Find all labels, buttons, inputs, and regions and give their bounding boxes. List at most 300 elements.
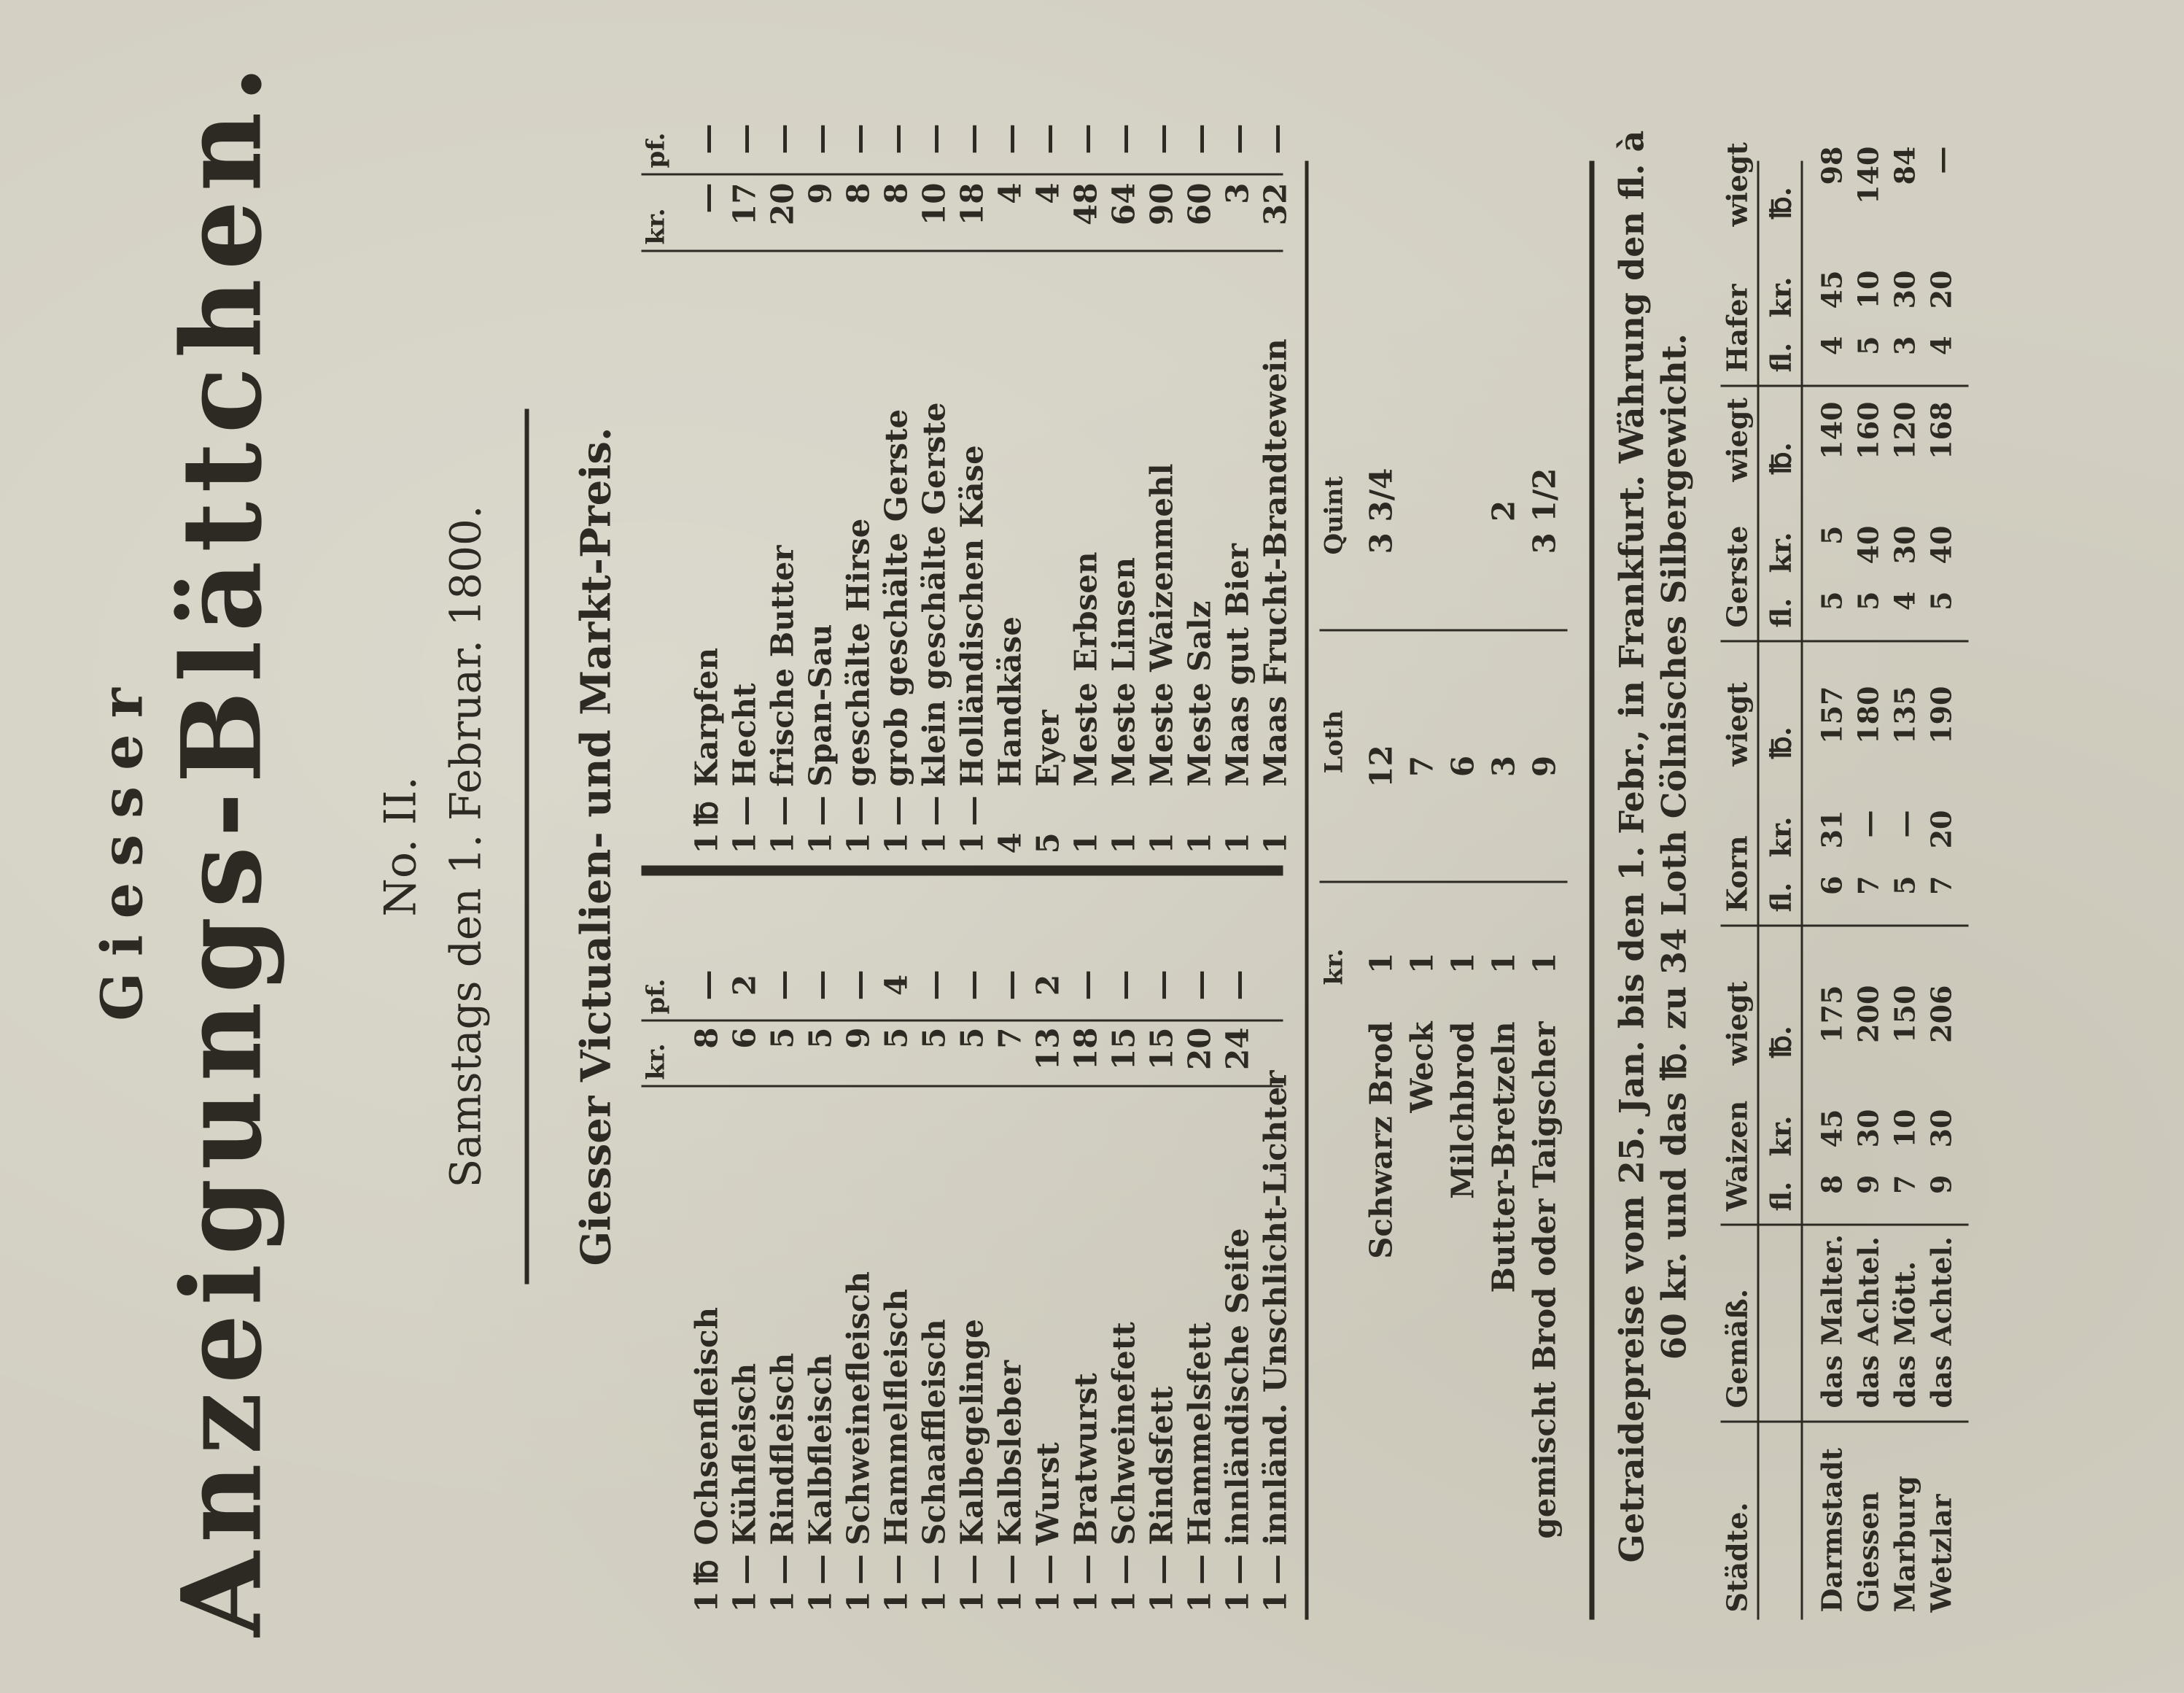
row-item: innländ. Unschlicht-Lichter bbox=[1257, 1070, 1294, 1546]
grain-fl: 9 bbox=[1851, 1174, 1885, 1194]
grain-header-rule bbox=[1757, 161, 1760, 1620]
grain-lb: 168 bbox=[1924, 401, 1958, 460]
grain-kr: 45 bbox=[1815, 1109, 1849, 1148]
subheader-lb: ℔. bbox=[1764, 442, 1798, 475]
bread-kr: 1 bbox=[1404, 952, 1440, 975]
header-waizen: Waizen bbox=[1720, 1100, 1754, 1212]
grain-kr: — bbox=[1888, 810, 1921, 838]
row-unit: ℔ bbox=[688, 1560, 725, 1585]
grain-kr: 40 bbox=[1924, 525, 1958, 565]
bread-kr: 1 bbox=[1363, 952, 1399, 975]
row-kr: 9 bbox=[840, 1027, 877, 1049]
row-qty: 1 bbox=[764, 832, 801, 854]
bread-bottom-rule bbox=[1590, 161, 1595, 1620]
grain-fl: 4 bbox=[1815, 336, 1849, 355]
row-qty: 4 bbox=[992, 832, 1028, 854]
header-staedte: Städte. bbox=[1720, 1502, 1754, 1613]
grain-lb: 84 bbox=[1888, 146, 1921, 185]
subheader-fl: fl. bbox=[1764, 1181, 1798, 1212]
row-pf: — bbox=[1030, 123, 1066, 155]
left-pf-header: pf. bbox=[641, 978, 671, 1015]
row-qty: 1 bbox=[1105, 832, 1142, 854]
row-item: Meste Salz bbox=[1181, 600, 1218, 787]
row-kr: 5 bbox=[954, 1027, 990, 1049]
row-pf: — bbox=[840, 123, 877, 155]
victual-row-left bbox=[955, 883, 993, 1613]
left-kr-header: kr. bbox=[641, 1043, 671, 1080]
row-unit: — bbox=[802, 795, 839, 826]
victual-row-left bbox=[1258, 883, 1297, 1613]
row-kr: 15 bbox=[1105, 1027, 1142, 1070]
grain-lb: 135 bbox=[1888, 686, 1921, 744]
row-pf: — bbox=[954, 969, 990, 1001]
row-pf: — bbox=[688, 123, 725, 155]
bread-kr-header: kr. bbox=[1319, 948, 1349, 985]
row-pf: — bbox=[1257, 123, 1294, 155]
grain-kr: 30 bbox=[1851, 1109, 1885, 1148]
row-qty: 1 bbox=[688, 832, 725, 854]
row-item: Meste Linsen bbox=[1105, 557, 1142, 787]
grain-kr: 20 bbox=[1924, 810, 1958, 849]
row-item: Kalbsleber bbox=[992, 1360, 1028, 1546]
row-kr: 15 bbox=[1143, 1027, 1180, 1070]
victual-row-right bbox=[1030, 88, 1069, 854]
row-qty: 1 bbox=[726, 832, 763, 854]
victual-row-left bbox=[1106, 883, 1145, 1613]
victuals-heading: Giesser Victualien- und Markt-Preis. bbox=[572, 427, 621, 1266]
grain-kr: 30 bbox=[1888, 525, 1921, 565]
row-qty: 1 bbox=[802, 1591, 839, 1613]
grain-lb: 175 bbox=[1815, 985, 1849, 1043]
row-qty: 1 bbox=[1257, 1591, 1294, 1613]
grain-lb: — bbox=[1924, 146, 1958, 174]
grain-measure: das Achtel. bbox=[1924, 1236, 1958, 1409]
row-item: Span-Sau bbox=[802, 624, 839, 787]
row-pf: — bbox=[1105, 969, 1142, 1001]
victual-row-left bbox=[879, 883, 917, 1613]
row-kr: 32 bbox=[1257, 182, 1294, 225]
row-pf: — bbox=[1143, 123, 1180, 155]
row-qty: 1 bbox=[878, 1591, 914, 1613]
subheader-kr: kr. bbox=[1764, 1115, 1798, 1157]
row-item: klein geschälte Gerste bbox=[916, 402, 952, 787]
grain-kr: 40 bbox=[1851, 525, 1885, 565]
row-unit: — bbox=[1105, 1554, 1142, 1585]
bread-loth-header: Loth bbox=[1319, 710, 1349, 774]
bread-item: gemischt Brod oder Taigscher bbox=[1526, 1021, 1563, 1539]
grain-fl: 5 bbox=[1815, 591, 1849, 611]
bread-row bbox=[1404, 307, 1445, 1547]
victual-row-right bbox=[917, 88, 955, 854]
row-pf: — bbox=[1181, 969, 1218, 1001]
grain-lb: 200 bbox=[1851, 985, 1885, 1043]
row-kr: 24 bbox=[1219, 1027, 1256, 1070]
row-unit: — bbox=[878, 795, 914, 826]
row-pf: — bbox=[764, 123, 801, 155]
bread-row bbox=[1445, 307, 1486, 1547]
row-pf: — bbox=[1181, 123, 1218, 155]
row-unit: — bbox=[1030, 1554, 1066, 1585]
bread-row bbox=[1527, 307, 1568, 1547]
row-pf: 2 bbox=[1030, 974, 1066, 996]
grain-fl: 4 bbox=[1924, 336, 1958, 355]
bread-row bbox=[1364, 307, 1404, 1547]
grain-fl: 9 bbox=[1924, 1174, 1958, 1194]
row-item: Maas gut Bier bbox=[1219, 543, 1256, 787]
grain-lb: 120 bbox=[1888, 401, 1921, 460]
row-kr: 18 bbox=[1068, 1027, 1104, 1070]
row-unit: — bbox=[1219, 1554, 1256, 1585]
grain-lb: 98 bbox=[1815, 146, 1849, 185]
row-qty: 1 bbox=[1068, 1591, 1104, 1613]
row-item: geschälte Hirse bbox=[840, 518, 877, 787]
header-korn: Korn bbox=[1720, 835, 1754, 913]
victual-row-left bbox=[1220, 883, 1259, 1613]
subheader-fl: fl. bbox=[1764, 597, 1798, 628]
row-item: Kühfleisch bbox=[726, 1363, 763, 1546]
row-qty: 1 bbox=[916, 832, 952, 854]
row-qty: 1 bbox=[688, 1591, 725, 1613]
grain-measure: das Achtel. bbox=[1851, 1236, 1885, 1409]
grain-kr: 31 bbox=[1815, 810, 1849, 849]
grain-lb: 140 bbox=[1851, 146, 1885, 204]
row-item: Rindsfett bbox=[1143, 1386, 1180, 1546]
row-qty: 5 bbox=[1030, 832, 1066, 854]
issue-number: No. II. bbox=[375, 776, 427, 917]
bread-quint: 3 1/2 bbox=[1526, 468, 1563, 554]
row-kr: 5 bbox=[802, 1027, 839, 1049]
row-kr: 13 bbox=[1030, 1027, 1066, 1070]
row-kr: 5 bbox=[764, 1027, 801, 1049]
right-kr-header: kr. bbox=[641, 208, 671, 245]
row-item: Hammelfleisch bbox=[878, 1289, 914, 1546]
row-qty: 1 bbox=[1219, 1591, 1256, 1613]
grain-fl: 3 bbox=[1888, 336, 1921, 355]
row-kr: 4 bbox=[1030, 182, 1066, 204]
row-item: innländische Seife bbox=[1219, 1228, 1256, 1546]
bread-loth: 3 bbox=[1485, 755, 1522, 778]
grain-kr: 10 bbox=[1851, 270, 1885, 309]
victual-row-left bbox=[1182, 883, 1221, 1613]
subheader-fl: fl. bbox=[1764, 882, 1798, 913]
grain-fl: 7 bbox=[1924, 875, 1958, 895]
header-hafer: Hafer bbox=[1720, 284, 1754, 373]
row-pf: — bbox=[992, 969, 1028, 1001]
grain-fl: 8 bbox=[1815, 1174, 1849, 1194]
grain-fl: 4 bbox=[1888, 591, 1921, 611]
row-unit: — bbox=[878, 1554, 914, 1585]
bread-loth: 6 bbox=[1445, 755, 1481, 778]
row-kr: 5 bbox=[878, 1027, 914, 1049]
row-unit: — bbox=[840, 795, 877, 826]
victual-row-right bbox=[1258, 88, 1297, 854]
row-item: Meste Erbsen bbox=[1068, 551, 1104, 787]
row-item: Wurst bbox=[1030, 1442, 1066, 1546]
row-unit: — bbox=[954, 1554, 990, 1585]
row-unit: — bbox=[916, 1554, 952, 1585]
masthead-kicker: Giesser bbox=[89, 672, 156, 1021]
bread-item: Butter-Bretzeln bbox=[1485, 1021, 1522, 1293]
victual-row-right bbox=[992, 88, 1031, 854]
bread-row bbox=[1486, 307, 1527, 1547]
grain-kr: 20 bbox=[1924, 270, 1958, 309]
row-pf: — bbox=[1143, 969, 1180, 1001]
victual-row-right bbox=[689, 88, 728, 854]
row-kr: 4 bbox=[992, 182, 1028, 204]
grain-fl: 7 bbox=[1851, 875, 1885, 895]
bread-loth: 12 bbox=[1363, 745, 1399, 788]
row-item: Maas Frucht-Brandtewein bbox=[1257, 338, 1294, 787]
row-qty: 1 bbox=[764, 1591, 801, 1613]
bread-quint: 3 3/4 bbox=[1363, 468, 1399, 554]
row-unit: — bbox=[1181, 1554, 1218, 1585]
victual-row-left bbox=[727, 883, 766, 1613]
row-kr: 64 bbox=[1105, 182, 1142, 225]
victuals-bottom-rule bbox=[1305, 161, 1309, 1620]
bread-item: Schwarz Brod bbox=[1363, 1021, 1399, 1259]
row-kr: 10 bbox=[916, 182, 952, 225]
bread-kr: 1 bbox=[1526, 952, 1563, 975]
victual-row-right bbox=[1068, 88, 1107, 854]
row-kr: 20 bbox=[764, 182, 801, 225]
row-qty: 1 bbox=[1068, 832, 1104, 854]
row-unit: — bbox=[1068, 1554, 1104, 1585]
row-pf: — bbox=[954, 123, 990, 155]
grain-city: Darmstadt bbox=[1815, 1448, 1849, 1613]
row-kr: 8 bbox=[688, 1027, 725, 1049]
grain-lb: 160 bbox=[1851, 401, 1885, 460]
row-qty: 1 bbox=[1257, 832, 1294, 854]
header-gemaess: Gemäß. bbox=[1720, 1288, 1754, 1409]
row-item: Kalbfleisch bbox=[802, 1354, 839, 1546]
subheader-lb: ℔. bbox=[1764, 187, 1798, 220]
row-qty: 1 bbox=[1105, 1591, 1142, 1613]
grain-kr: 5 bbox=[1815, 525, 1849, 545]
grain-city: Marburg bbox=[1888, 1476, 1921, 1613]
grain-fl: 5 bbox=[1888, 875, 1921, 895]
row-item: Hammelsfett bbox=[1181, 1322, 1218, 1546]
row-qty: 1 bbox=[840, 1591, 877, 1613]
row-item: Rindfleisch bbox=[764, 1352, 801, 1546]
victual-row-right bbox=[955, 88, 993, 854]
row-kr: — bbox=[688, 182, 725, 214]
row-kr: 9 bbox=[802, 182, 839, 204]
victual-row-left bbox=[803, 883, 842, 1613]
row-pf: — bbox=[1105, 123, 1142, 155]
grain-kr: 30 bbox=[1888, 270, 1921, 309]
row-item: Schweinefleisch bbox=[840, 1271, 877, 1546]
victual-row-left bbox=[689, 883, 728, 1613]
row-pf: — bbox=[1219, 123, 1256, 155]
victual-row-left bbox=[1068, 883, 1107, 1613]
victual-row-right bbox=[879, 88, 917, 854]
row-unit: — bbox=[992, 1554, 1028, 1585]
row-pf: 4 bbox=[878, 974, 914, 996]
victual-row-right bbox=[727, 88, 766, 854]
row-pf: — bbox=[992, 123, 1028, 155]
grain-lb: 190 bbox=[1924, 686, 1958, 744]
grain-fl: 5 bbox=[1924, 591, 1958, 611]
row-qty: 1 bbox=[840, 832, 877, 854]
row-item: grob geschälte Gerste bbox=[878, 408, 914, 787]
row-kr: 6 bbox=[726, 1027, 763, 1049]
grain-heading: Getraidepreise vom 25. Jan. bis den 1. Febr., in Frankfurt. Währung den fl. à 60 kr. und das ℔. zu 34 Loth Cölnisches Silbergewicht. bbox=[1612, 130, 1693, 1563]
row-pf: — bbox=[764, 969, 801, 1001]
row-unit: — bbox=[764, 1554, 801, 1585]
row-unit: — bbox=[764, 795, 801, 826]
header-gerste: Gerste bbox=[1720, 525, 1754, 628]
grain-fl: 5 bbox=[1851, 591, 1885, 611]
row-item: Kalbegelinge bbox=[954, 1319, 990, 1546]
row-qty: 1 bbox=[1181, 832, 1218, 854]
row-qty: 1 bbox=[1030, 1591, 1066, 1613]
row-unit: — bbox=[916, 795, 952, 826]
grain-city-rule bbox=[1721, 1421, 1969, 1423]
victual-row-left bbox=[992, 883, 1031, 1613]
row-pf: — bbox=[726, 123, 763, 155]
subheader-kr: kr. bbox=[1764, 532, 1798, 573]
grain-measure: das Malter. bbox=[1815, 1234, 1849, 1409]
victual-row-left bbox=[917, 883, 955, 1613]
row-kr: 20 bbox=[1181, 1027, 1218, 1070]
row-qty: 1 bbox=[878, 832, 914, 854]
grain-kr: — bbox=[1851, 810, 1885, 838]
grain-kr: 10 bbox=[1888, 1109, 1921, 1148]
row-pf: — bbox=[916, 123, 952, 155]
row-pf: — bbox=[802, 123, 839, 155]
victual-row-right bbox=[1144, 88, 1183, 854]
row-pf: — bbox=[878, 123, 914, 155]
victual-row-left bbox=[765, 883, 804, 1613]
row-kr: 18 bbox=[954, 182, 990, 225]
subheader-kr: kr. bbox=[1764, 276, 1798, 318]
row-qty: 1 bbox=[1181, 1591, 1218, 1613]
row-qty: 1 bbox=[1219, 832, 1256, 854]
victual-row-right bbox=[1220, 88, 1259, 854]
row-pf: 2 bbox=[726, 974, 763, 996]
bread-kr: 1 bbox=[1445, 952, 1481, 975]
row-kr: 17 bbox=[726, 182, 763, 225]
grain-lb: 206 bbox=[1924, 985, 1958, 1043]
row-qty: 1 bbox=[1143, 832, 1180, 854]
header-wiegt: wiegt bbox=[1720, 142, 1754, 227]
victual-row-right bbox=[841, 88, 879, 854]
grain-measure: das Mött. bbox=[1888, 1260, 1921, 1409]
row-item: Meste Waizenmehl bbox=[1143, 463, 1180, 787]
row-pf: — bbox=[1068, 969, 1104, 1001]
bread-item: Weck bbox=[1404, 1021, 1440, 1113]
row-qty: 1 bbox=[916, 1591, 952, 1613]
subheader-lb: ℔. bbox=[1764, 727, 1798, 759]
victual-row-left bbox=[1144, 883, 1183, 1613]
row-unit: — bbox=[802, 1554, 839, 1585]
row-unit: — bbox=[1257, 1554, 1294, 1585]
grain-lb: 150 bbox=[1888, 985, 1921, 1043]
grain-lb: 140 bbox=[1815, 401, 1849, 460]
grain-city: Wetzlar bbox=[1924, 1494, 1958, 1613]
grain-fl: 6 bbox=[1815, 875, 1849, 895]
subheader-fl: fl. bbox=[1764, 342, 1798, 373]
row-qty: 1 bbox=[1143, 1591, 1180, 1613]
bread-quint-header: Quint bbox=[1319, 476, 1349, 555]
bread-kr: 1 bbox=[1485, 952, 1522, 975]
victual-row-right bbox=[803, 88, 842, 854]
issue-date: Samstags den 1. Februar. 1800. bbox=[440, 505, 491, 1188]
center-rule bbox=[642, 866, 1283, 876]
row-unit: ℔ bbox=[688, 801, 725, 826]
row-unit: — bbox=[726, 795, 763, 826]
row-qty: 1 bbox=[954, 832, 990, 854]
header-wiegt: wiegt bbox=[1720, 398, 1754, 482]
row-item: Handkäse bbox=[992, 616, 1028, 787]
victual-row-left bbox=[841, 883, 879, 1613]
row-pf: — bbox=[802, 969, 839, 1001]
row-item: Eyer bbox=[1030, 710, 1066, 787]
row-qty: 1 bbox=[954, 1591, 990, 1613]
grain-subheader-rule bbox=[1801, 161, 1803, 1620]
row-item: Holländischen Käse bbox=[954, 445, 990, 787]
row-pf: — bbox=[1219, 969, 1256, 1001]
victual-row-left bbox=[1030, 883, 1069, 1613]
subheader-lb: ℔. bbox=[1764, 1026, 1798, 1058]
row-unit: — bbox=[726, 1554, 763, 1585]
row-kr: 5 bbox=[916, 1027, 952, 1049]
row-pf: — bbox=[840, 969, 877, 1001]
row-item: Schaaffleisch bbox=[916, 1319, 952, 1546]
grain-kr: 30 bbox=[1924, 1109, 1958, 1148]
row-item: Bratwurst bbox=[1068, 1373, 1104, 1546]
row-item: Hecht bbox=[726, 683, 763, 787]
header-wiegt: wiegt bbox=[1720, 981, 1754, 1066]
header-rule bbox=[525, 409, 529, 1285]
row-unit: — bbox=[954, 795, 990, 826]
row-qty: 1 bbox=[726, 1591, 763, 1613]
right-pf-header: pf. bbox=[641, 132, 671, 168]
header-wiegt: wiegt bbox=[1720, 682, 1754, 767]
row-kr: 3 bbox=[1219, 182, 1256, 204]
bread-item: Milchbrod bbox=[1445, 1021, 1481, 1199]
grain-fl: 7 bbox=[1888, 1174, 1921, 1194]
row-pf: — bbox=[1068, 123, 1104, 155]
victual-row-right bbox=[1106, 88, 1145, 854]
row-unit: — bbox=[840, 1554, 877, 1585]
grain-fl: 5 bbox=[1851, 336, 1885, 355]
row-pf: — bbox=[916, 969, 952, 1001]
row-item: frische Butter bbox=[764, 545, 801, 787]
grain-city: Giessen bbox=[1851, 1491, 1885, 1613]
row-item: Schweinefett bbox=[1105, 1322, 1142, 1546]
row-kr: 60 bbox=[1181, 182, 1218, 225]
row-item: Ochsenfleisch bbox=[688, 1306, 725, 1546]
row-qty: 1 bbox=[802, 832, 839, 854]
rotated-page bbox=[0, 1, 2184, 1693]
row-item: Karpfen bbox=[688, 647, 725, 787]
row-kr: 90 bbox=[1143, 182, 1180, 225]
row-pf: — bbox=[688, 969, 725, 1001]
row-kr: 8 bbox=[840, 182, 877, 204]
row-qty: 1 bbox=[992, 1591, 1028, 1613]
subheader-kr: kr. bbox=[1764, 816, 1798, 858]
victual-row-right bbox=[765, 88, 804, 854]
grain-lb: 157 bbox=[1815, 686, 1849, 744]
row-unit: — bbox=[1143, 1554, 1180, 1585]
row-kr: 48 bbox=[1068, 182, 1104, 225]
row-kr: 8 bbox=[878, 182, 914, 204]
bread-quint: 2 bbox=[1485, 500, 1522, 522]
grain-kr: 45 bbox=[1815, 270, 1849, 309]
bread-loth: 9 bbox=[1526, 755, 1563, 778]
row-kr: 7 bbox=[992, 1027, 1028, 1049]
